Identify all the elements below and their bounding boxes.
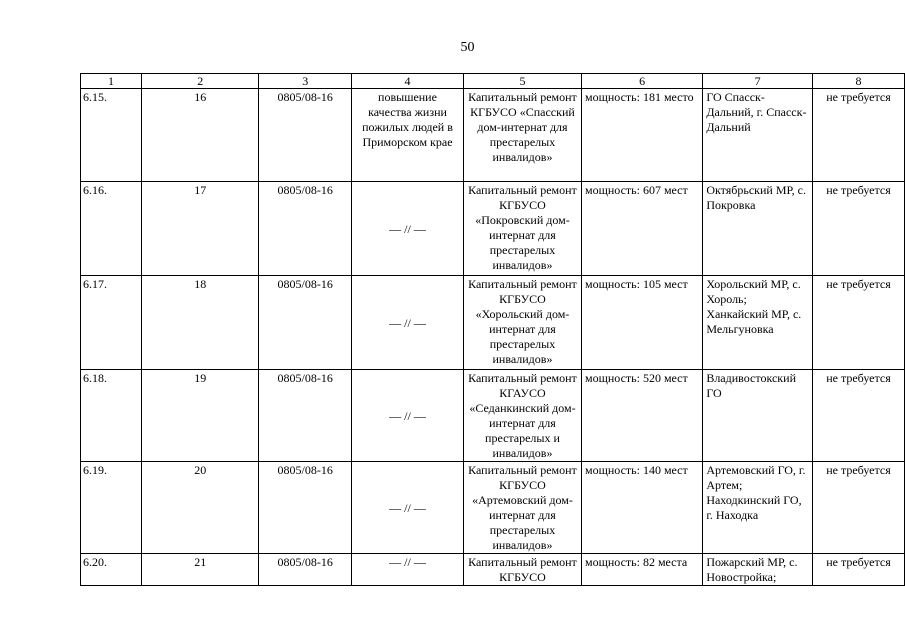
header-cell: 2 — [142, 74, 259, 89]
row-capacity: мощность: 607 мест — [582, 182, 703, 276]
row-number: 6.16. — [81, 182, 142, 276]
row-number: 6.19. — [81, 462, 142, 554]
header-cell: 6 — [582, 74, 703, 89]
row-object: Капитальный ремонт КГБУСО «Артемовский дом-интернат для престарелых инвалидов» — [463, 462, 581, 554]
row-number: 6.20. — [81, 554, 142, 586]
row-object: Капитальный ремонт КГБУСО «Спасский дом-интернат для престарелых инвалидов» — [463, 89, 581, 182]
row-object: Капитальный ремонт КГБУСО «Хорольский дом-интернат для престарелых инвалидов» — [463, 276, 581, 370]
row-index: 17 — [142, 182, 259, 276]
row-number: 6.17. — [81, 276, 142, 370]
row-index: 20 — [142, 462, 259, 554]
row-index: 21 — [142, 554, 259, 586]
row-purpose: — // — — [352, 276, 464, 370]
row-purpose: — // — — [352, 554, 464, 586]
table-row — [81, 554, 905, 586]
row-capacity: мощность: 140 мест — [582, 462, 703, 554]
row-requirement: не требуется — [812, 276, 904, 370]
header-cell: 4 — [352, 74, 464, 89]
row-object: Капитальный ремонт КГАУСО «Седанкинский дом-интернат для престарелых и инвалидов» — [463, 370, 581, 462]
row-code: 0805/08-16 — [259, 554, 352, 586]
document-table — [80, 73, 905, 586]
row-capacity: мощность: 181 место — [582, 89, 703, 182]
table-row — [81, 276, 905, 370]
row-capacity: мощность: 520 мест — [582, 370, 703, 462]
table-row — [81, 89, 905, 182]
header-cell: 8 — [812, 74, 904, 89]
row-requirement: не требуется — [812, 554, 904, 586]
row-purpose: повышение качества жизни пожилых людей в Приморском крае — [352, 89, 464, 182]
table-row — [81, 370, 905, 462]
row-code: 0805/08-16 — [259, 276, 352, 370]
row-location: Октябрьский МР, с. Покровка — [703, 182, 813, 276]
row-requirement: не требуется — [812, 89, 904, 182]
row-capacity: мощность: 105 мест — [582, 276, 703, 370]
row-code: 0805/08-16 — [259, 89, 352, 182]
row-purpose: — // — — [352, 462, 464, 554]
table-row — [81, 462, 905, 554]
row-location: Артемовский ГО, г. Артем; Находкинский ГО, г. Находка — [703, 462, 813, 554]
row-location: ГО Спасск-Дальний, г. Спасск-Дальний — [703, 89, 813, 182]
row-number: 6.18. — [81, 370, 142, 462]
header-cell: 1 — [81, 74, 142, 89]
header-cell: 3 — [259, 74, 352, 89]
row-number: 6.15. — [81, 89, 142, 182]
row-location: Пожарский МР, с. Новостройка; — [703, 554, 813, 586]
row-location: Хорольский МР, с. Хороль; Ханкайский МР, с. Мельгуновка — [703, 276, 813, 370]
row-code: 0805/08-16 — [259, 182, 352, 276]
row-requirement: не требуется — [812, 370, 904, 462]
page-number: 50 — [460, 40, 475, 55]
row-capacity: мощность: 82 места — [582, 554, 703, 586]
row-requirement: не требуется — [812, 462, 904, 554]
row-object: Капитальный ремонт КГБУСО «Покровский дом-интернат для престарелых инвалидов» — [463, 182, 581, 276]
row-requirement: не требуется — [812, 182, 904, 276]
table-header-row — [81, 74, 905, 89]
row-index: 18 — [142, 276, 259, 370]
header-cell: 5 — [463, 74, 581, 89]
row-index: 16 — [142, 89, 259, 182]
header-cell: 7 — [703, 74, 813, 89]
row-code: 0805/08-16 — [259, 370, 352, 462]
row-location: Владивостокский ГО — [703, 370, 813, 462]
row-purpose: — // — — [352, 182, 464, 276]
row-index: 19 — [142, 370, 259, 462]
row-code: 0805/08-16 — [259, 462, 352, 554]
table-row — [81, 182, 905, 276]
row-purpose: — // — — [352, 370, 464, 462]
row-object: Капитальный ремонт КГБУСО — [463, 554, 581, 586]
